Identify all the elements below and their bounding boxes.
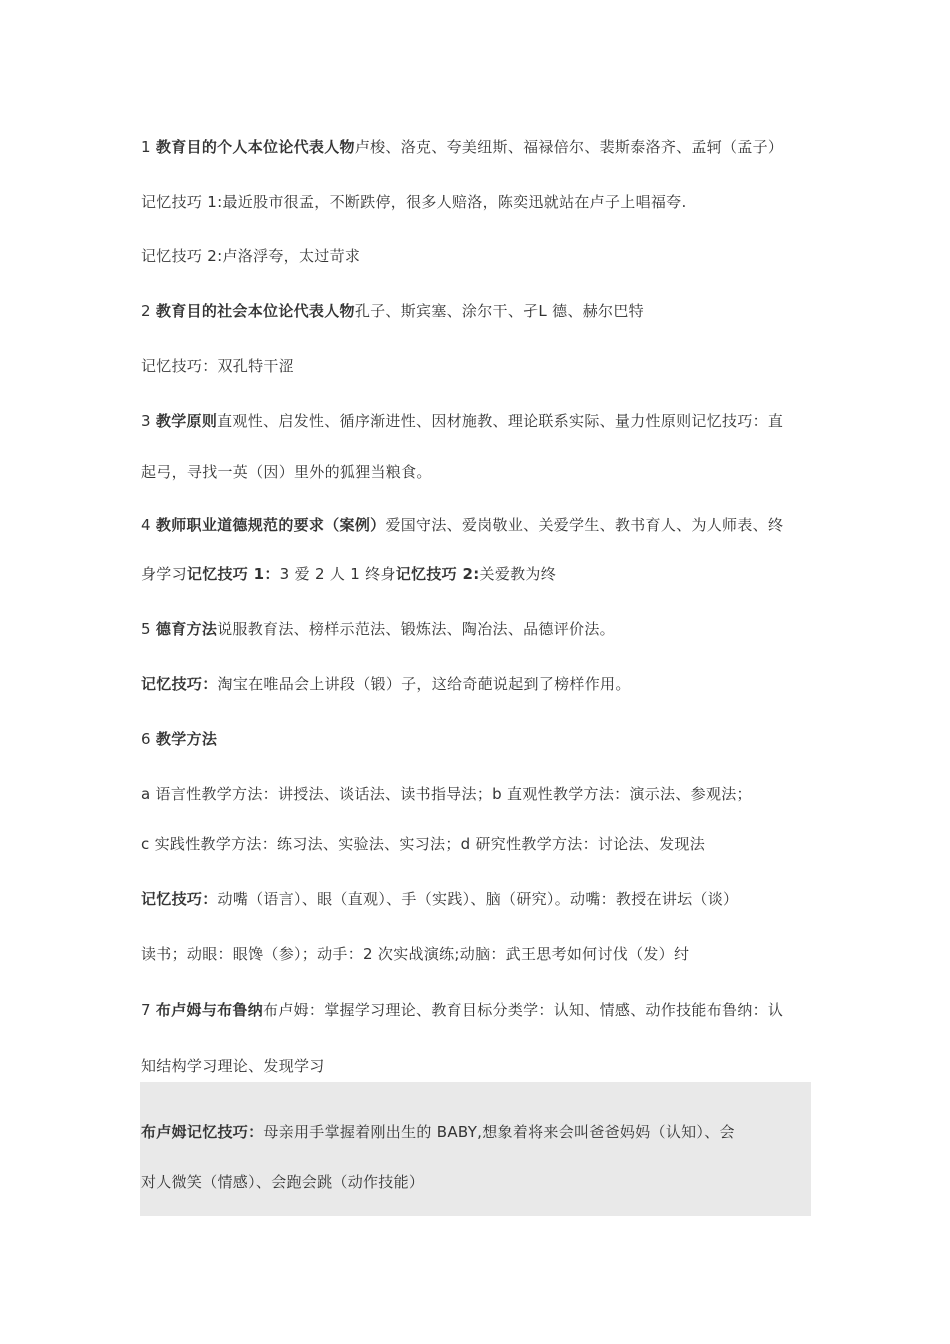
bold-term: 布卢姆记忆技巧： [141,1123,264,1141]
tip-text: 母亲用手掌握着刚出生的 BABY,想象着将来会叫爸爸妈妈（认知）、会 [263,1123,735,1141]
item-number: 4 [141,516,151,534]
memory-tip-line [141,192,821,212]
item-text: 说服教育法、榜样示范法、锻炼法、陶冶法、品德评价法。 [217,620,615,638]
item-text: 直观性、启发性、循序渐进性、因材施教、理论联系实际、量力性原则记忆技巧：直 [217,412,784,430]
highlight-box [140,1082,811,1216]
method-line [141,784,821,804]
bold-term: 记忆技巧： [141,675,218,693]
item-2-heading [141,301,821,321]
bold-term: 德育方法 [155,620,218,638]
bold-term: 记忆技巧 2: [395,565,480,583]
item-number: 5 [141,620,151,638]
continuation-line [141,1172,821,1192]
item-4-heading [141,515,821,535]
bold-term: 记忆技巧： [141,890,218,908]
continuation-line [141,564,821,584]
memory-tip-line [141,356,821,376]
memory-tip-line [141,674,821,694]
item-text: 卢梭、洛克、夸美纽斯、福禄倍尔、裴斯泰洛齐、孟轲（孟子） [354,138,784,156]
item-text: 3 爱 2 人 1 终身 [279,565,396,583]
item-text: 关爱教为终 [479,565,557,583]
item-3-heading [141,411,821,431]
item-text: c 实践性教学方法：练习法、实验法、实习法；d 研究性教学方法：讨论法、发现法 [141,835,706,853]
item-6-heading [141,729,821,749]
method-line [141,834,821,854]
bold-term: 布卢姆与布鲁纳 [155,1001,264,1019]
tip-text: 读书；动眼：眼馋（参）；动手：2 次实战演练;动脑：武王思考如何讨伐（发）纣 [141,945,690,963]
item-1-heading [141,137,821,157]
item-5-heading [141,619,821,639]
item-number: 2 [141,302,151,320]
tip-text: 动嘴（语言）、眼（直观）、手（实践）、脑（研究）。动嘴：教授在讲坛（谈） [217,890,739,908]
item-text: 孔子、斯宾塞、涂尔干、孑L 德、赫尔巴特 [354,302,644,320]
item-text: a 语言性教学方法：讲授法、谈话法、读书指导法；b 直观性教学方法：演示法、参观法； [141,785,752,803]
item-text: 知结构学习理论、发现学习 [141,1057,325,1075]
memory-tip-line [141,889,821,909]
continuation-line [141,462,821,482]
item-number: 1 [141,138,151,156]
memory-tip-line [141,246,821,266]
memory-tip-line [141,1122,821,1142]
bold-term: 教师职业道德规范的要求（案例） [155,516,386,534]
item-text: 布卢姆：掌握学习理论、教育目标分类学：认知、情感、动作技能布鲁纳：认 [263,1001,784,1019]
tip-text: 记忆技巧 1:最近股市很孟，不断跌停，很多人赔洛，陈奕迅就站在卢子上唱福夸. [141,193,687,211]
bold-term: 教学方法 [155,730,218,748]
item-text: 身学习 [141,565,187,583]
item-number: 3 [141,412,151,430]
bold-term: 教育目的社会本位论代表人物 [155,302,355,320]
tip-text: 淘宝在唯品会上讲段（锻）子，这给奇葩说起到了榜样作用。 [217,675,631,693]
continuation-line [141,1056,821,1076]
bold-term: 教学原则 [155,412,218,430]
bold-term: 记忆技巧 1： [186,565,280,583]
tip-text: 记忆技巧：双孔特干涩 [141,357,295,375]
tip-text: 记忆技巧 2:卢洛浮夸，太过苛求 [141,247,361,265]
tip-text: 对人微笑（情感）、会跑会跳（动作技能） [141,1173,425,1191]
item-text: 起弓，寻找一英（因）里外的狐狸当粮食。 [141,463,432,481]
item-text: 爱国守法、爱岗敬业、关爱学生、教书育人、为人师表、终 [385,516,784,534]
item-7-heading [141,1000,821,1020]
continuation-line [141,944,821,964]
item-number: 7 [141,1001,151,1019]
item-number: 6 [141,730,151,748]
bold-term: 教育目的个人本位论代表人物 [155,138,355,156]
